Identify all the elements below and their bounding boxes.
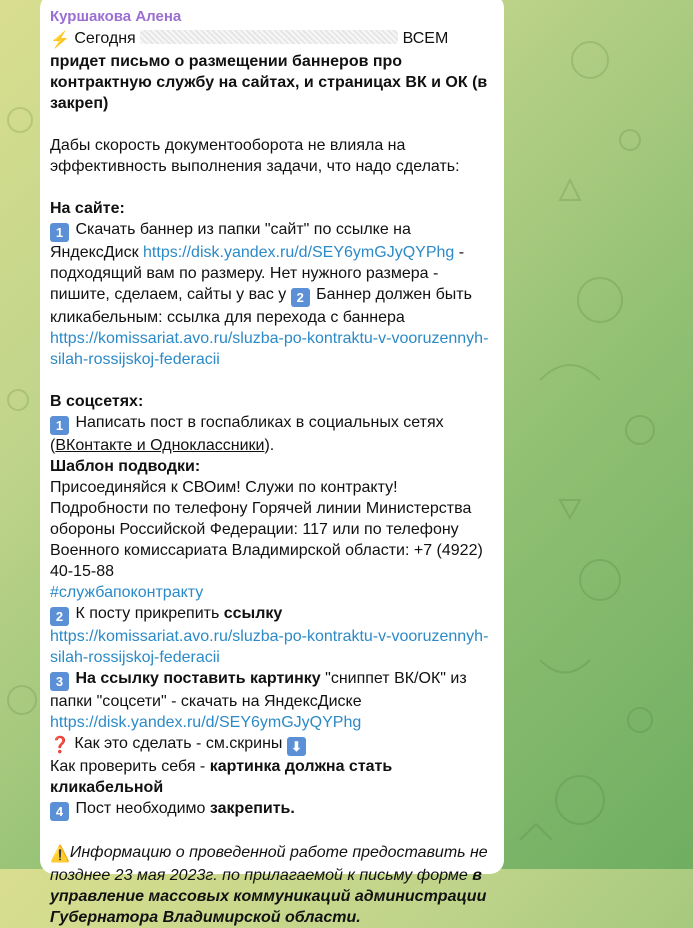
how-to-line: ❓ Как это сделать - см.скрины ⬇: [50, 733, 494, 756]
message-line-1: ⚡ Сегодня ВСЕМ придет письмо о размещении баннеров про контрактную службу на сайтах, и страницах ВК и ОК (в закреп): [50, 30, 488, 112]
komissariat-link-2[interactable]: https://komissariat.avo.ru/sluzba-po-kontraktu-v-vooruzennyh-silah-rossijskoj-federacii: [50, 628, 489, 666]
site-heading: На сайте:: [50, 200, 125, 217]
message-paragraph-2: Дабы скорость документооборота не влияла на эффективность выполнения задачи, что надо сделать:: [50, 137, 460, 175]
social-step-4: 4 Пост необходимо закрепить.: [50, 798, 494, 821]
keycap-2-icon: 2: [291, 288, 310, 307]
keycap-1-icon: 1: [50, 223, 69, 242]
warning-icon: ⚠️: [50, 846, 70, 863]
message-bubble: [40, 0, 504, 926]
check-line: Как проверить себя - картинка должна стать кликабельной: [50, 758, 393, 796]
hashtag-link[interactable]: #службапоконтракту: [50, 584, 204, 601]
down-arrow-icon: ⬇: [287, 737, 306, 756]
lightning-icon: ⚡: [50, 32, 70, 49]
yandex-disk-link-2[interactable]: https://disk.yandex.ru/d/SEY6ymGJyQYPhg: [50, 714, 362, 731]
keycap-3-icon: 3: [50, 672, 69, 691]
template-text: Присоединяйся к СВОим! Служи по контракту! Подробности по телефону Горячей линии Министерства обороны Российской Федерации: 117 или по телефону Военного комиссариата Владимирской области: +7 (4922) 40-15-88: [50, 479, 483, 580]
komissariat-link[interactable]: https://komissariat.avo.ru/sluzba-po-kontraktu-v-vooruzennyh-silah-rossijskoj-federacii: [50, 330, 489, 368]
sender-name[interactable]: Куршакова Алена: [50, 8, 182, 25]
warning-paragraph: ⚠️Информацию о проведенной работе предоставить не позднее 23 мая 2023г. по прилагаемой к письму форме в управление массовых коммуникаций администрации Губернатора Владимирской области.: [50, 844, 488, 926]
template-heading: Шаблон подводки:: [50, 458, 201, 475]
keycap-4-icon: 4: [50, 802, 69, 821]
site-step-1: 1 Скачать баннер из папки "сайт" по ссылке на ЯндексДиск https://disk.yandex.ru/d/SEY6ymGJyQYPhg - подходящий вам по размеру. Нет нужного размера - пишите, сделаем, сайты у вас у 2 Баннер должен быть кликабельным: ссылка для перехода с баннера https://komissariat.avo.ru/sluzba-po-kontraktu-v-vooruzennyh-silah-rossijskoj-federacii: [50, 221, 489, 368]
social-heading: В соцсетях:: [50, 393, 144, 410]
keycap-2-icon: 2: [50, 607, 69, 626]
redacted-text: [140, 30, 398, 44]
keycap-1-icon: 1: [50, 416, 69, 435]
yandex-disk-link[interactable]: https://disk.yandex.ru/d/SEY6ymGJyQYPhg: [143, 244, 455, 261]
vk-ok-link[interactable]: ВКонтакте и Одноклассники: [55, 437, 265, 454]
social-step-3: 3 На ссылку поставить картинку "сниппет ВК/ОК" из папки "соцсети" - скачать на ЯндексДиске https://disk.yandex.ru/d/SEY6ymGJyQYPhg: [50, 670, 467, 731]
question-mark-icon: ❓: [50, 737, 70, 754]
message-intro: придет письмо о размещении баннеров про контрактную службу на сайтах, и страницах ВК и ОК (в закреп): [50, 53, 488, 112]
social-step-2: 2 К посту прикрепить ссылку https://komissariat.avo.ru/sluzba-po-kontraktu-v-vooruzennyh-silah-rossijskoj-federacii: [50, 605, 489, 666]
social-step-1: 1 Написать пост в госпабликах в социальных сетях (ВКонтакте и Одноклассники).: [50, 414, 444, 454]
